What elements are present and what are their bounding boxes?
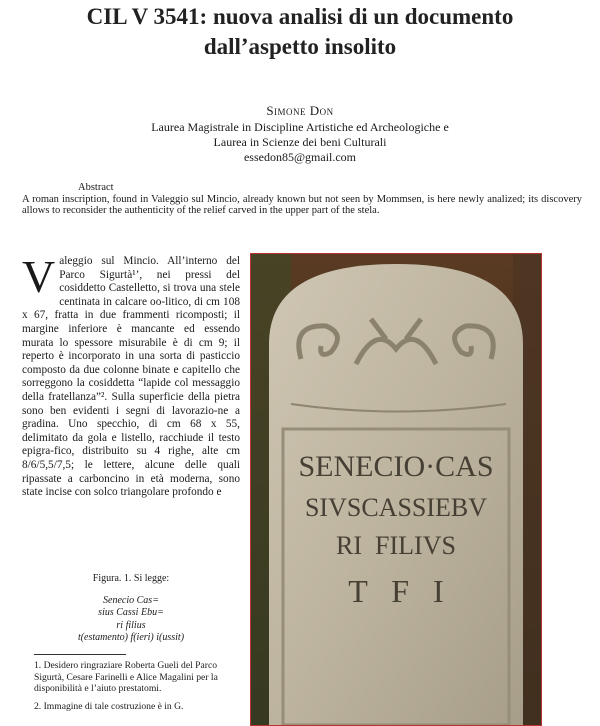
inscription-line-2: SIVSCASSIEBV [304, 493, 488, 522]
inscription-line-4: T F I [348, 573, 444, 609]
footnote-1: 1. Desidero ringraziare Roberta Gueli del Parco Sigurtà, Cesare Farinelli e Alice Magalini per la disponibilità e l’aiuto prestatomi. [34, 660, 218, 695]
affiliation-line-1: Laurea Magistrale in Discipline Artistiche ed Archeologiche e [151, 120, 449, 134]
inscription-reading [22, 595, 240, 645]
author-name: Simone Don [266, 103, 334, 118]
abstract [22, 182, 582, 217]
reading-line-3: ri filius [116, 619, 146, 631]
body-column [22, 251, 240, 500]
reading-line-4: t(estamento) f(ieri) i(ussit) [77, 632, 185, 643]
stele-photo [250, 253, 542, 726]
figure-caption [22, 573, 240, 645]
body-paragraph: aleggio sul Mincio. All’interno del Parco Sigurtà¹’, nei pressi del cosiddetto Castelletto, si trova una stele centinata in calcare oo-litico, di cm 108 x 67, fratta in due frammenti ricomposti; il margine inferiore è mancante ed essendo murata lo spessore misurabile è di cm 9; il reperto è incorporato in una sorta di pasticcio composto da due colonne binate e capitello che sorreggono la cosiddetta “lapide col messaggio della fratellanza”². Sulla superficie della pietra sono ben evidenti i segni di lavorazio-ne a gradina. Uno specchio, di cm 68 x 55, delimitato da gola e listello, racchiude il testo epigra-fico, distribuito su 4 righe, alte cm 8/6/5,5/7,5; le lettere, alcune delle quali ripassate a carboncino in età moderna, sono state incise con solco triangolare profondo e [22, 255, 240, 499]
author-email: essedon85@gmail.com [243, 150, 357, 164]
caption-label: Figura. 1. Si legge: [92, 573, 170, 584]
drop-cap: V [22, 251, 56, 302]
reading-line-1: Senecio Cas= [103, 594, 159, 606]
footnote-divider [34, 654, 126, 655]
inscription-line-1: SENECIO·CAS [298, 450, 494, 483]
reading-line-2: sius Cassi Ebu= [98, 607, 164, 618]
abstract-label: Abstract [78, 182, 114, 193]
footnote-2: 2. Immagine di tale costruzione è in G. [34, 700, 184, 712]
stele-illustration [251, 254, 541, 725]
title-line-1: CIL V 3541: nuova analisi di un documento [86, 4, 514, 29]
inscription-line-3: RI FILIVS [336, 531, 456, 560]
article-title [0, 2, 600, 62]
affiliation-line-2: Laurea in Scienze dei beni Culturali [213, 135, 387, 149]
title-line-2: dall’aspetto insolito [203, 34, 397, 59]
abstract-text: A roman inscription, found in Valeggio sul Mincio, already known but not seen by Mommsen, is here newly analized; its discovery allows to reconsider the authenticity of the relief carved in the upper part of the stela. [22, 193, 582, 216]
footnotes [34, 660, 244, 718]
author-block [0, 103, 600, 165]
